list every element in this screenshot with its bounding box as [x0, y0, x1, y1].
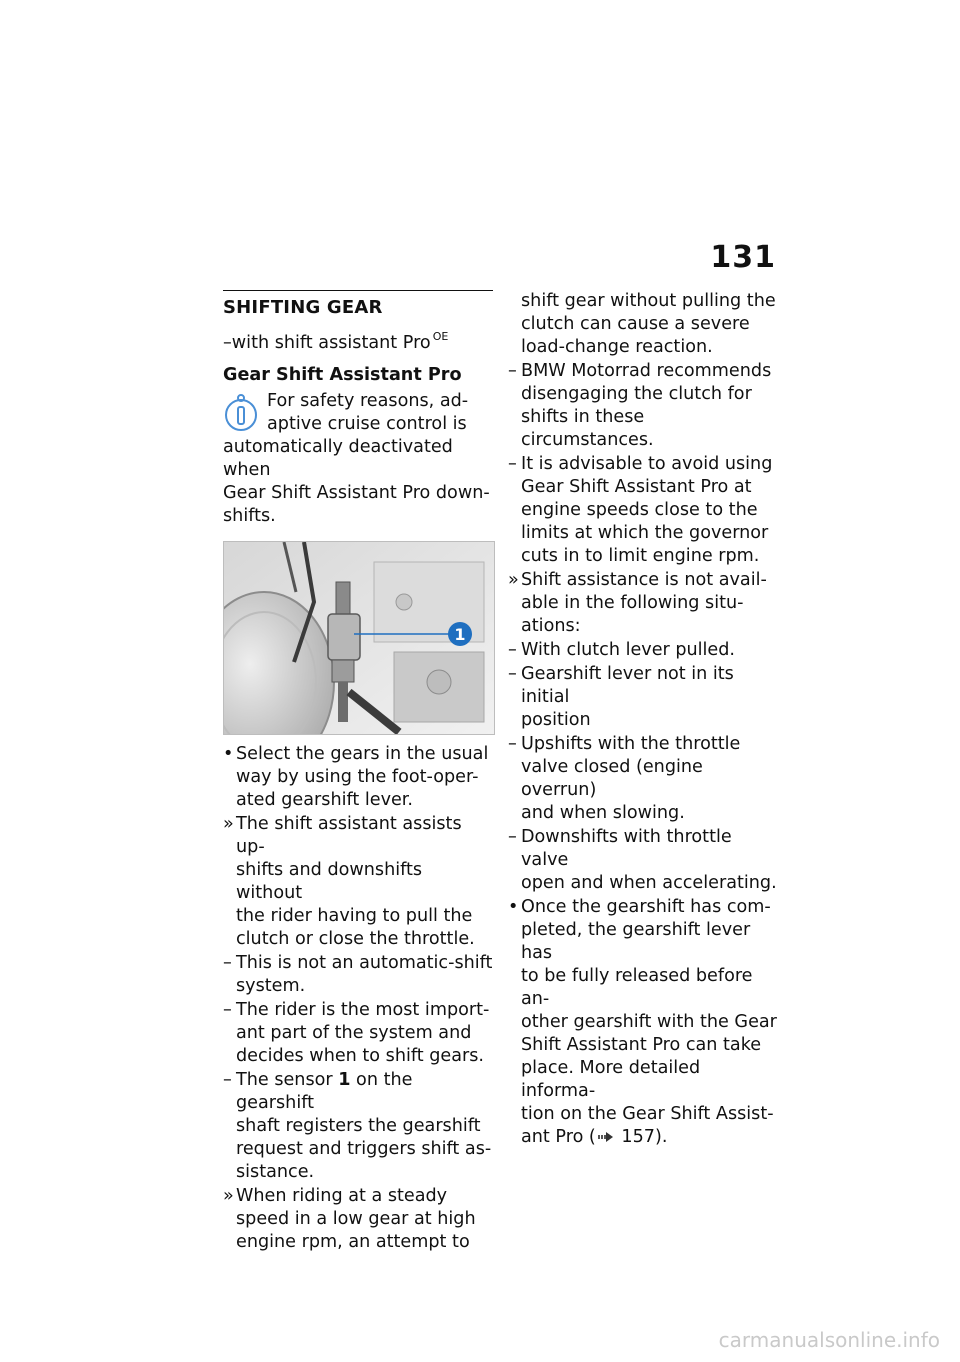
photo-illustration [224, 542, 494, 734]
list-marker: – [223, 1000, 232, 1020]
left-column [223, 290, 493, 1254]
subtitle-sup: OE [432, 330, 449, 343]
list-line: to be fully released before an- [521, 966, 753, 1009]
list-marker: – [508, 640, 517, 660]
list-marker: – [508, 827, 517, 847]
list-line: and when slowing. [521, 803, 685, 823]
list-line: ant Pro ( 157). [521, 1127, 668, 1147]
list-line: sistance. [236, 1162, 315, 1182]
list-item [508, 733, 778, 825]
list-line: request and triggers shift as- [236, 1139, 492, 1159]
list-item [223, 1185, 493, 1254]
list-line: engine rpm, an attempt to [236, 1232, 470, 1252]
list-marker: – [223, 1070, 232, 1090]
page-reference-link[interactable]: 157 [615, 1127, 655, 1147]
list-line: ations: [521, 616, 581, 636]
list-line: tion on the Gear Shift Assist- [521, 1104, 774, 1124]
section-title: SHIFTING GEAR [223, 297, 383, 318]
info-line: shifts. [223, 506, 276, 526]
list-item [223, 813, 493, 951]
list-line: clutch can cause a severe [521, 314, 750, 334]
list-line: Shift assistance is not avail- [521, 570, 767, 590]
right-item-list [508, 290, 778, 1149]
list-line: ant part of the system and [236, 1023, 472, 1043]
list-item [223, 999, 493, 1068]
list-line: Upshifts with the throttle [521, 734, 741, 754]
gear-assistant-heading: Gear Shift Assistant Pro [223, 365, 462, 385]
list-item [223, 952, 493, 998]
list-line: shifts in these circumstances. [521, 407, 654, 450]
list-line: It is advisable to avoid using [521, 454, 773, 474]
list-line: decides when to shift gears. [236, 1046, 485, 1066]
info-note [223, 390, 493, 528]
gearshift-sensor-photo [223, 541, 495, 735]
list-line: shifts and downshifts without [236, 860, 423, 903]
list-line: ated gearshift lever. [236, 790, 414, 810]
list-line: Gear Shift Assistant Pro at [521, 477, 752, 497]
list-marker: » [508, 570, 519, 590]
list-line: other gearshift with the Gear [521, 1012, 777, 1032]
list-item [508, 663, 778, 732]
list-marker: » [223, 1186, 234, 1206]
list-line: shaft registers the gearshift [236, 1116, 481, 1136]
list-item [508, 290, 778, 359]
list-line: clutch or close the throttle. [236, 929, 475, 949]
list-marker: – [508, 734, 517, 754]
info-line: aptive cruise control is [267, 414, 467, 434]
list-item [223, 743, 493, 812]
list-line: disengaging the clutch for [521, 384, 752, 404]
list-line: load-change reaction. [521, 337, 713, 357]
section-subtitle [223, 325, 493, 355]
photo-callout-label: 1 [454, 625, 466, 644]
list-line: speed in a low gear at high [236, 1209, 476, 1229]
list-line: The sensor 1 on the gearshift [236, 1070, 413, 1113]
list-line: The rider is the most import- [236, 1000, 490, 1020]
list-marker: – [508, 361, 517, 381]
list-item [508, 453, 778, 568]
subtitle-text: –with shift assistant Pro [223, 333, 431, 353]
info-icon [223, 392, 259, 436]
list-line: place. More detailed informa- [521, 1058, 701, 1101]
list-item [508, 360, 778, 452]
list-line: Downshifts with throttle valve [521, 827, 732, 870]
info-line: Gear Shift Assistant Pro down- [223, 483, 490, 503]
list-marker: • [223, 744, 234, 764]
info-text [223, 390, 493, 528]
page-reference-arrow-icon [598, 1131, 614, 1143]
list-line: This is not an automatic-shift [236, 953, 493, 973]
list-marker: – [508, 664, 517, 684]
list-line: way by using the foot-oper- [236, 767, 479, 787]
list-line: BMW Motorrad recommends [521, 361, 772, 381]
list-line: shift gear without pulling the [521, 291, 776, 311]
list-line: system. [236, 976, 306, 996]
list-line: The shift assistant assists up- [236, 814, 462, 857]
list-line: able in the following situ- [521, 593, 744, 613]
list-marker: » [223, 814, 234, 834]
list-line: Once the gearshift has com- [521, 897, 771, 917]
list-line: the rider having to pull the [236, 906, 473, 926]
list-line: Gearshift lever not in its initial [521, 664, 734, 707]
list-line: limits at which the governor [521, 523, 769, 543]
list-line: pleted, the gearshift lever has [521, 920, 751, 963]
list-line: open and when accelerating. [521, 873, 777, 893]
left-item-list [223, 743, 493, 1254]
list-marker: • [508, 897, 519, 917]
list-line: cuts in to limit engine rpm. [521, 546, 760, 566]
list-item [223, 1069, 493, 1184]
page-number: 131 [710, 240, 776, 275]
info-line: automatically deactivated when [223, 437, 453, 480]
watermark: carmanualsonline.info [718, 1328, 940, 1352]
list-marker: – [508, 454, 517, 474]
list-marker: – [223, 953, 232, 973]
list-line: Select the gears in the usual [236, 744, 489, 764]
list-item [508, 639, 778, 662]
list-line: engine speeds close to the [521, 500, 758, 520]
list-item [508, 896, 778, 1149]
list-line: valve closed (engine overrun) [521, 757, 703, 800]
right-column [508, 290, 778, 1149]
list-line: Shift Assistant Pro can take [521, 1035, 762, 1055]
list-item [508, 826, 778, 895]
list-line: With clutch lever pulled. [521, 640, 736, 660]
list-line: When riding at a steady [236, 1186, 448, 1206]
info-line: For safety reasons, ad- [267, 391, 469, 411]
section-rule [223, 290, 493, 291]
list-item [508, 569, 778, 638]
list-line: position [521, 710, 591, 730]
sensor-ref: 1 [338, 1070, 351, 1090]
